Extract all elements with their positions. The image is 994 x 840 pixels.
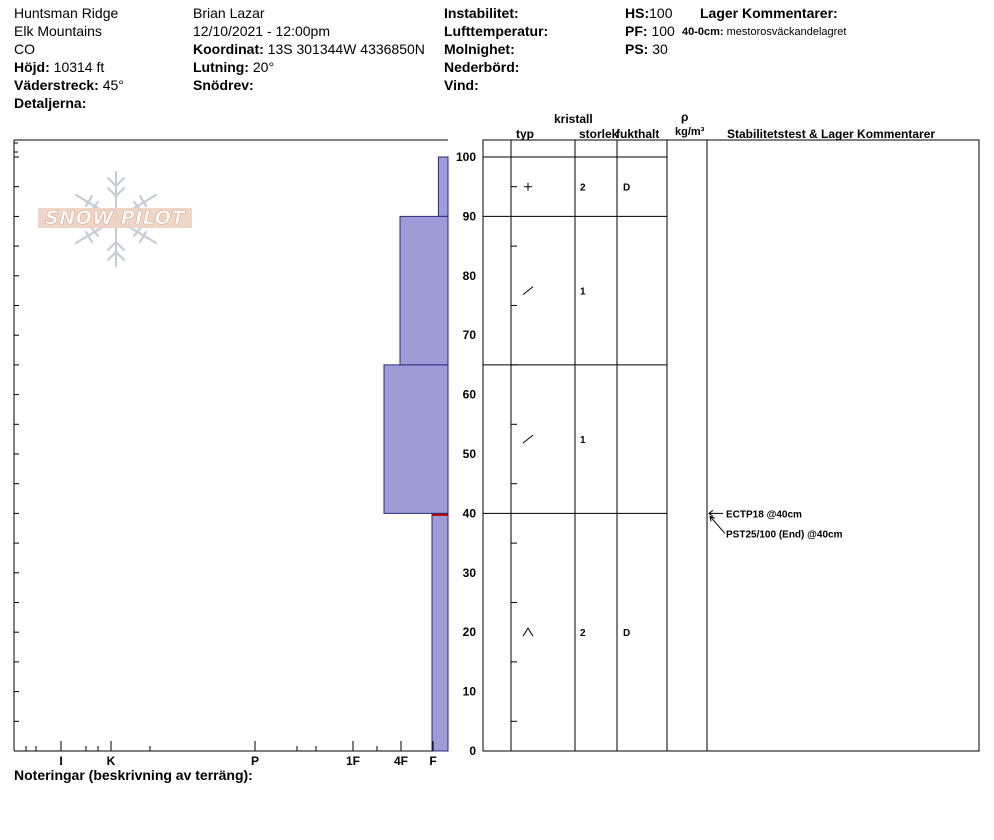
- coordinate-label: Koordinat:: [193, 41, 264, 57]
- hs-value: 100: [649, 5, 673, 21]
- col-moisture: fukthalt: [616, 127, 660, 141]
- hardness-tick-label: F: [429, 754, 437, 768]
- logo-text: SNOW PILOT: [45, 207, 185, 229]
- hardness-layer-0: [438, 157, 448, 216]
- hardness-tick-label: 1F: [345, 754, 361, 768]
- hardness-tick-label: I: [59, 754, 63, 768]
- clouds-label: Molnighet:: [444, 41, 515, 57]
- y-tick-label: 20: [462, 625, 476, 640]
- layer-comments-label: Lager Kommentarer:: [700, 5, 838, 21]
- hardness-tick-label: 4F: [393, 754, 409, 768]
- hardness-layer-1: [400, 216, 448, 365]
- col-stability: Stabilitetstest & Lager Kommentarer: [727, 127, 936, 141]
- stability-test-label: PST25/100 (End) @40cm: [726, 529, 843, 541]
- wind-label: Vind:: [444, 77, 479, 93]
- precipitation-particles-icon: [524, 183, 532, 191]
- hardness-tick-label: K: [106, 754, 116, 768]
- location: Huntsman Ridge: [14, 5, 119, 21]
- y-tick-label: 70: [462, 328, 476, 343]
- aspect-value: 45°: [102, 77, 124, 93]
- col-rho: ρ: [681, 110, 689, 124]
- y-tick-label: 30: [462, 565, 476, 580]
- layer-size: 2: [580, 628, 586, 640]
- precip-label: Nederbörd:: [444, 59, 520, 75]
- y-tick-label: 60: [462, 387, 476, 402]
- col-size: storlek: [579, 127, 619, 141]
- datetime: 12/10/2021 - 12:00pm: [193, 23, 330, 39]
- y-tick-label: 0: [469, 744, 476, 758]
- y-tick-label: 50: [462, 447, 476, 461]
- coordinate-value: 13S 301344W 4336850N: [267, 41, 425, 57]
- layer-size: 2: [580, 182, 586, 194]
- hardness-layer-2: [384, 365, 448, 514]
- y-tick-label: 80: [462, 268, 476, 283]
- elevation-label: Höjd:: [14, 59, 50, 75]
- col-crystal: kristall: [554, 112, 593, 126]
- slope-label: Lutning:: [193, 59, 249, 75]
- hs-label: HS:: [625, 5, 650, 21]
- air-temp-label: Lufttemperatur:: [444, 23, 549, 39]
- aspect-label: Väderstreck:: [14, 77, 99, 93]
- ps-label: PS:: [625, 41, 649, 57]
- pf-label: PF:: [625, 23, 648, 39]
- y-tick-label: 40: [462, 506, 476, 521]
- ps-value: 30: [652, 41, 668, 57]
- decomposing-fragments-icon: [523, 287, 533, 295]
- pf-value: 100: [651, 23, 675, 39]
- y-tick-label: 100: [455, 150, 476, 164]
- test-arrow: [710, 516, 725, 533]
- layer-size: 1: [580, 286, 586, 298]
- test-arrow: [709, 510, 723, 516]
- drift-label: Snödrev:: [193, 77, 254, 93]
- col-type: typ: [516, 127, 534, 141]
- y-tick-label: 90: [462, 209, 476, 224]
- layer-size: 1: [580, 435, 586, 447]
- hardness-layer-3: [432, 513, 448, 751]
- observer: Brian Lazar: [193, 5, 265, 21]
- layer-comment-text: mestorosväckandelagret: [726, 26, 847, 38]
- state: CO: [14, 41, 35, 57]
- details-label: Detaljerna:: [14, 95, 87, 111]
- depth-hoar-icon: [523, 628, 533, 636]
- layer-moisture: D: [623, 628, 631, 640]
- y-tick-label: 10: [462, 684, 476, 699]
- decomposing-fragments-icon: [523, 435, 533, 443]
- layer-moisture: D: [623, 182, 631, 194]
- mountain-range: Elk Mountains: [14, 23, 102, 39]
- notes-label: Noteringar (beskrivning av terräng):: [14, 767, 253, 783]
- elevation-value: 10314 ft: [53, 59, 105, 75]
- stability-test-label: ECTP18 @40cm: [726, 509, 802, 521]
- instability-label: Instabilitet:: [444, 5, 519, 21]
- col-density: kg/m³: [675, 126, 705, 138]
- slope-value: 20°: [252, 59, 275, 75]
- layer-comment-depth: 40-0cm:: [682, 26, 724, 38]
- hardness-tick-label: P: [250, 754, 260, 768]
- table-frame: [483, 140, 979, 751]
